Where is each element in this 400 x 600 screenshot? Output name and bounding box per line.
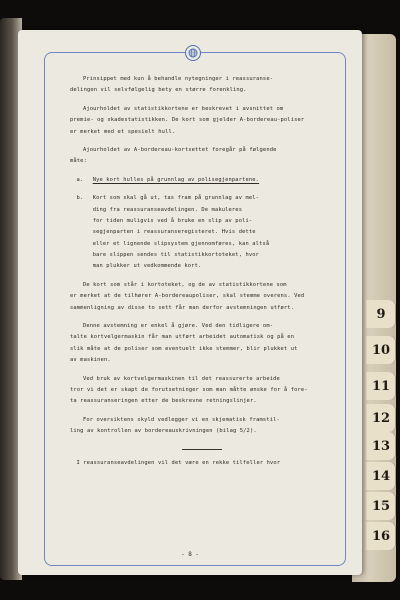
paragraph-line: delingen vil selvfølgelig bety en større forenkling.: [70, 87, 247, 94]
paragraph-gap: [70, 97, 338, 104]
section-divider: [182, 449, 222, 450]
list-item-line: [70, 261, 338, 272]
paragraph-line: sammenligning av disse to sett får man derfor avstemningen utført.: [70, 304, 295, 311]
list-item-line: [70, 227, 338, 238]
index-tab-9[interactable]: 9: [366, 300, 396, 328]
body-text: [70, 74, 338, 469]
paragraph-gap: [70, 273, 338, 280]
index-tab-14[interactable]: 14: [366, 462, 396, 490]
paragraph-gap: [70, 408, 338, 415]
paragraph-line: De kort som står i kortoteket, og de av statistikkortene som: [82, 281, 287, 288]
paragraph-gap: [70, 367, 338, 374]
list-marker: b.: [76, 195, 84, 202]
paragraph-gap: [70, 138, 338, 145]
paragraph-line: tror vi det er skapt de forutsetninger som man måtte ønske for å fore-: [70, 386, 308, 393]
page-number: - 8 -: [180, 551, 200, 558]
list-item-line: [70, 205, 338, 216]
index-tab-15[interactable]: 15: [366, 492, 396, 520]
list-item-line: [70, 239, 338, 250]
paragraph-line: Ajourholdet av statistikkortene er beskrevet i avsnittet om: [82, 105, 284, 112]
globe-emblem-icon: [185, 45, 201, 61]
list-item-line: [70, 216, 338, 227]
index-tab-12[interactable]: 12: [366, 404, 396, 432]
list-item-text: eller et lignende slipsystem gjennomføres, kan altså: [92, 240, 270, 247]
paragraph-gap: [70, 314, 338, 321]
list-item-text: segjenparten i reassuranseregisteret. Hvis dette: [92, 229, 256, 236]
paragraph-line: måte:: [70, 158, 87, 165]
paragraph-line: For oversiktens skyld vedlegger vi en skjematisk framstil-: [82, 416, 280, 423]
index-tab-11[interactable]: 11: [366, 372, 396, 400]
paragraph-line: Ved bruk av kortvelgermaskinen til det reassurerte arbeide: [82, 375, 280, 382]
paragraph-line: av maskinen.: [70, 357, 111, 364]
index-tab-10[interactable]: 10: [366, 336, 396, 364]
list-item-text: Kort som skal gå ut, tas fram på grunnlag av mel-: [92, 195, 260, 202]
paragraph-line: talte kortvelgermaskin får man utført arbeidet automatisk og på en: [70, 334, 295, 341]
list-item-text: bare slippen sendes til statistikkortoteket, hvor: [92, 252, 260, 259]
paragraph-line: Denne avstemning er enkel å gjøre. Ved den tidligere om-: [82, 323, 274, 330]
paragraph-gap: [70, 186, 338, 193]
index-tab-16[interactable]: 16: [366, 522, 396, 550]
paragraph-line: slik måte at de poliser som eventuelt ikke stemmer, blir plukket ut: [70, 345, 298, 352]
paragraph-line: premie- og skadestatistikken. De kort som gjelder A-bordereau-poliser: [70, 117, 305, 124]
list-item-line: [70, 250, 338, 261]
document-page: [18, 30, 362, 575]
paragraph-line: Ajourholdet av A-bordereau-kortsettet foregår på følgende: [82, 146, 277, 153]
paragraph-line: er merket med et spesielt hull.: [70, 128, 176, 135]
paragraph-line: er merket at de tilhører A-bordereaupoliser, skal stemme overens. Ved: [70, 293, 305, 300]
list-marker: a.: [76, 176, 84, 183]
list-item-text: ding fra reassuranseavdelingen. De makuleres: [92, 206, 243, 213]
paragraph-line: Prinsippet med kun å behandle nytegninger i reassuranse-: [82, 76, 274, 82]
list-item-text: Nye kort hulles på grunnlag av polisegjenpartene.: [92, 176, 260, 183]
list-item-text: man plukker ut vedkommende kort.: [92, 263, 202, 270]
list-item-line: [70, 193, 338, 204]
list-item-text: for tiden muligvis ved å bruke en slip av poli-: [92, 217, 253, 224]
paragraph-gap: [70, 438, 338, 445]
paragraph-gap: [70, 168, 338, 175]
index-tab-13[interactable]: 13: [366, 432, 396, 460]
list-item-line: [70, 175, 338, 186]
paragraph-line: ta reassuranseringen etter de beskrevne retningslinjer.: [70, 398, 257, 405]
closing-line: I reassuranseavdelingen vil det være en rekke tilfeller hvor: [76, 459, 281, 466]
paragraph-line: ling av kontrollen av bordereauskrivningen (bilag 5/2).: [70, 428, 257, 435]
